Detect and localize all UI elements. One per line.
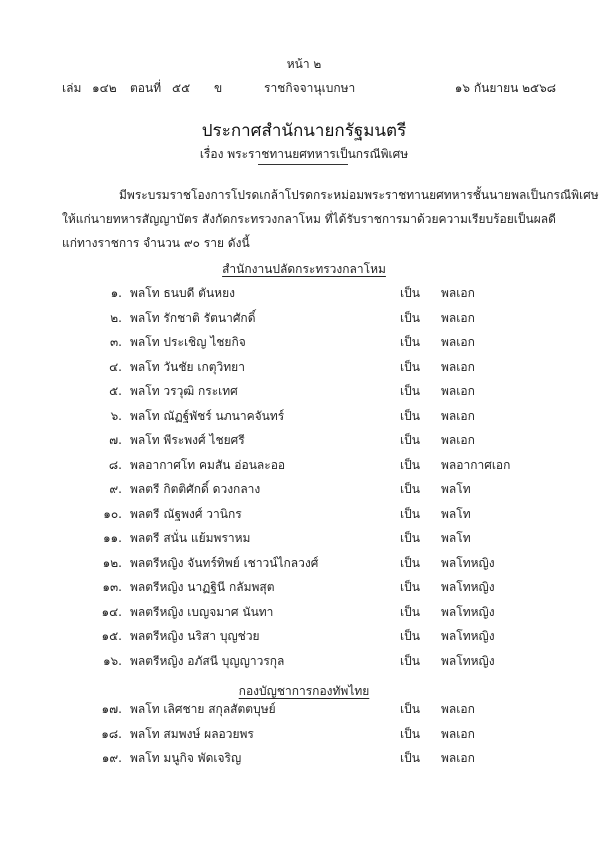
entry-name: พลอากาศโท คมสัน อ่อนละออ: [130, 457, 286, 472]
entry-number: ๑๒.: [102, 555, 122, 570]
list-item: [0, 431, 608, 451]
entry-new-rank: พลเอก: [441, 286, 475, 300]
entry-name: พลตรี ณัฐพงศ์ วานิกร: [130, 506, 242, 521]
title-divider: [258, 164, 348, 165]
entry-number: ๙.: [109, 482, 122, 496]
intro-line-3: แก่ทางราชการ จำนวน ๙๐ ราย ดังนี้: [62, 236, 250, 250]
entry-name: พลโท รักชาติ รัตนาศักดิ์: [130, 310, 256, 325]
entry-new-rank: พลเอก: [441, 408, 475, 423]
entry-new-rank: พลเอก: [441, 751, 475, 765]
entry-be-word: เป็น: [400, 531, 420, 545]
entry-new-rank: พลโทหญิง: [441, 580, 495, 594]
entry-name: พลโท เลิศชาย สกุลสัตตบุษย์: [130, 702, 276, 716]
list-item: [0, 700, 608, 720]
entry-number: ๑.: [110, 286, 122, 300]
entry-be-word: เป็น: [400, 310, 420, 325]
entry-new-rank: พลเอก: [441, 384, 475, 398]
entry-new-rank: พลโทหญิง: [441, 604, 495, 619]
entry-be-word: เป็น: [400, 359, 420, 374]
gazette-name: ราชกิจจานุเบกษา: [264, 81, 356, 95]
entry-number: ๓.: [109, 335, 122, 349]
list-item: [0, 725, 608, 745]
entry-name: พลโท ประเชิญ ไชยกิจ: [130, 335, 246, 349]
entry-new-rank: พลโท: [441, 482, 471, 496]
entry-name: พลตรีหญิง นาฏฐินี กลัมพสุต: [130, 580, 275, 594]
entry-number: ๑๙.: [101, 751, 122, 765]
volume-number: ๑๔๒: [92, 81, 117, 95]
entry-name: พลตรีหญิง นริสา บุญช่วย: [130, 629, 260, 643]
entry-number: ๕.: [109, 384, 122, 398]
section-heading: สำนักงานปลัดกระทรวงกลาโหม: [222, 262, 386, 276]
entry-be-word: เป็น: [400, 408, 420, 423]
entry-be-word: เป็น: [400, 702, 420, 716]
part-label: ตอนที่: [130, 81, 162, 95]
list-item: [0, 309, 608, 329]
list-item: [0, 627, 608, 647]
list-item: [0, 284, 608, 304]
entry-number: ๖.: [110, 408, 122, 423]
entry-name: พลโท วันชัย เกตุวิทยา: [130, 359, 245, 374]
entry-number: ๑๐.: [103, 506, 122, 521]
entry-name: พลตรีหญิง เบญจมาศ นันทา: [130, 604, 274, 619]
entry-number: ๑๘.: [101, 726, 122, 741]
entry-name: พลตรี สนั่น แย้มพราหม: [130, 531, 251, 545]
entry-new-rank: พลเอก: [441, 433, 475, 447]
entry-new-rank: พลโทหญิง: [441, 653, 495, 668]
entry-new-rank: พลอากาศเอก: [441, 457, 511, 472]
entry-new-rank: พลเอก: [441, 359, 475, 374]
entry-number: ๑๖.: [102, 653, 122, 668]
entry-be-word: เป็น: [400, 726, 420, 741]
entry-new-rank: พลเอก: [441, 726, 475, 741]
announcement-subject: เรื่อง พระราชทานยศทหารเป็นกรณีพิเศษ: [199, 147, 409, 161]
entry-name: พลโท พีระพงศ์ ไชยศรี: [130, 433, 245, 447]
entry-number: ๑๕.: [101, 629, 122, 643]
entry-name: พลโท ธนบดี ตันหยง: [130, 286, 235, 300]
entry-number: ๑๑.: [102, 531, 122, 545]
list-item: [0, 407, 608, 427]
entry-be-word: เป็น: [400, 335, 420, 349]
publication-date: ๑๖ กันยายน ๒๕๖๘: [454, 81, 556, 95]
list-item: [0, 554, 608, 574]
entry-be-word: เป็น: [400, 580, 420, 594]
list-item: [0, 480, 608, 500]
entry-number: ๘.: [108, 457, 122, 472]
intro-line-2: ให้แก่นายทหารสัญญาบัตร สังกัดกระทรวงกลาโหม ที่ได้รับราชการมาด้วยความเรียบร้อยเป็นผลดี: [62, 212, 556, 226]
entry-be-word: เป็น: [400, 286, 420, 300]
section-heading: กองบัญชาการกองทัพไทย: [238, 684, 370, 698]
part-number: ๕๕: [172, 81, 191, 95]
entry-be-word: เป็น: [400, 604, 420, 619]
list-item: [0, 603, 608, 623]
entry-number: ๑๔.: [101, 604, 122, 619]
list-item: [0, 749, 608, 769]
entry-be-word: เป็น: [400, 751, 420, 765]
entry-be-word: เป็น: [400, 384, 420, 398]
intro-line-1: มีพระบรมราชโองการโปรดเกล้าโปรดกระหม่อมพระราชทานยศทหารชั้นนายพลเป็นกรณีพิเศษ: [119, 188, 599, 202]
entry-name: พลตรีหญิง อภัสนี บุญญาวรกุล: [130, 653, 285, 668]
entry-new-rank: พลโทหญิง: [441, 555, 495, 570]
list-item: [0, 529, 608, 549]
entry-be-word: เป็น: [400, 555, 420, 570]
entry-new-rank: พลเอก: [441, 702, 475, 716]
entry-name: พลโท วรวุฒิ กระเทศ: [130, 384, 238, 398]
entry-new-rank: พลเอก: [441, 335, 475, 349]
list-item: [0, 333, 608, 353]
list-item: [0, 578, 608, 598]
entry-name: พลตรีหญิง จันทร์ทิพย์ เชาวน์ไกลวงศ์: [130, 555, 319, 570]
volume-label: เล่ม: [62, 81, 82, 95]
entry-be-word: เป็น: [400, 653, 420, 668]
list-item: [0, 382, 608, 402]
entry-be-word: เป็น: [400, 433, 420, 447]
entry-be-word: เป็น: [400, 506, 420, 521]
entry-new-rank: พลโท: [441, 531, 471, 545]
entry-number: ๔.: [109, 359, 122, 374]
entry-new-rank: พลโท: [441, 506, 471, 521]
announcement-title: ประกาศสำนักนายกรัฐมนตรี: [201, 121, 407, 141]
gazette-section: ข: [214, 81, 223, 95]
entry-name: พลโท มนูกิจ พัดเจริญ: [130, 751, 242, 765]
entry-new-rank: พลโทหญิง: [441, 629, 495, 643]
entry-be-word: เป็น: [400, 482, 420, 496]
entry-number: ๒.: [110, 310, 122, 325]
entry-new-rank: พลเอก: [441, 310, 475, 325]
list-item: [0, 505, 608, 525]
entry-number: ๑๗.: [101, 702, 122, 716]
entry-be-word: เป็น: [400, 457, 420, 472]
entry-name: พลโท ณัฏฐ์พัชร์ นภนาคจันทร์: [130, 408, 285, 423]
entry-number: ๑๓.: [102, 580, 122, 594]
entry-be-word: เป็น: [400, 629, 420, 643]
page-number: หน้า ๒: [286, 57, 322, 71]
entry-name: พลตรี กิตติศักดิ์ ดวงกลาง: [130, 482, 261, 496]
entry-name: พลโท สมพงษ์ ผลอวยพร: [130, 726, 254, 741]
list-item: [0, 456, 608, 476]
list-item: [0, 358, 608, 378]
list-item: [0, 652, 608, 672]
entry-number: ๗.: [109, 433, 122, 447]
